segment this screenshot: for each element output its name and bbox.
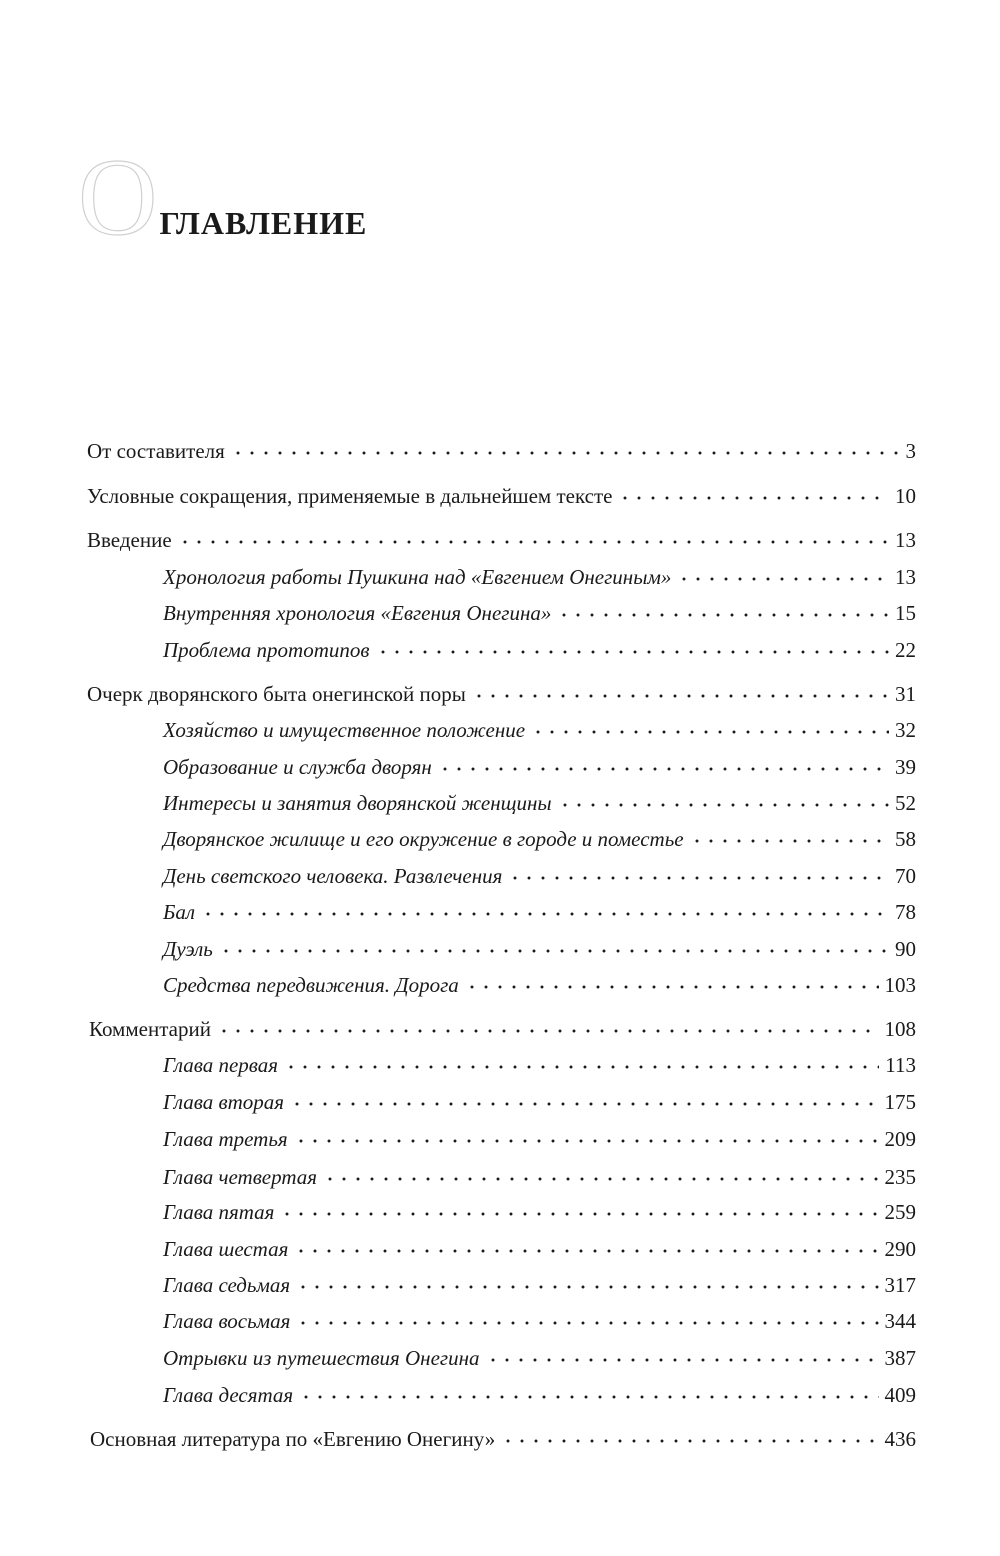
dot-leader xyxy=(231,432,900,458)
toc-subentry[interactable] xyxy=(163,1339,916,1370)
toc-entry-page: 387 xyxy=(884,1346,916,1370)
toc-subentry[interactable] xyxy=(163,1376,916,1407)
toc-subentry[interactable] xyxy=(163,966,916,997)
toc-entry[interactable] xyxy=(90,1420,916,1451)
toc-entry-page: 31 xyxy=(895,682,916,706)
toc-entry-page: 290 xyxy=(884,1237,916,1261)
toc-entry[interactable] xyxy=(87,477,916,508)
toc-entry-title: Условные сокращения, применяемые в дальнейшем тексте xyxy=(87,484,613,508)
dot-leader xyxy=(296,1302,878,1328)
dot-leader xyxy=(296,1266,878,1292)
toc-entry-title: От составителя xyxy=(87,439,225,463)
toc-entry-page: 113 xyxy=(885,1053,916,1077)
toc-subentry[interactable] xyxy=(163,857,916,888)
dot-leader xyxy=(323,1158,878,1184)
toc-entry-page: 32 xyxy=(895,718,916,742)
dot-leader xyxy=(618,477,889,503)
toc-entry-title: Глава шестая xyxy=(163,1237,289,1261)
toc-entry-page: 39 xyxy=(895,755,916,779)
toc-subentry[interactable] xyxy=(163,930,916,961)
dot-leader xyxy=(690,820,889,846)
toc-subentry[interactable] xyxy=(163,893,916,924)
dot-leader xyxy=(531,711,889,737)
dot-leader xyxy=(284,1046,879,1072)
dot-leader xyxy=(508,857,889,883)
toc-entry-title: Внутренняя хронология «Евгения Онегина» xyxy=(163,601,552,625)
toc-entry-page: 235 xyxy=(884,1165,916,1189)
toc-entry-page: 209 xyxy=(884,1127,916,1151)
toc-subentry[interactable] xyxy=(163,1193,916,1224)
toc-entry-page: 3 xyxy=(905,439,916,463)
toc-entry-page: 22 xyxy=(895,638,916,662)
toc-entry-page: 58 xyxy=(895,827,916,851)
toc-entry-page: 15 xyxy=(895,601,916,625)
toc-subentry[interactable] xyxy=(163,784,916,815)
toc-subentry[interactable] xyxy=(163,558,916,589)
toc-entry-title: Основная литература по «Евгению Онегину» xyxy=(90,1427,496,1451)
dot-leader xyxy=(178,521,889,547)
toc-subentry[interactable] xyxy=(163,1230,916,1261)
dot-leader xyxy=(677,558,889,584)
toc-entry-title: Введение xyxy=(87,528,172,552)
toc-subentry[interactable] xyxy=(163,1120,916,1151)
dot-leader xyxy=(294,1120,879,1146)
toc-entry-title: Дворянское жилище и его окружение в городе и поместье xyxy=(163,827,684,851)
dot-leader xyxy=(219,930,889,956)
toc-entry[interactable] xyxy=(89,1010,916,1041)
toc-entry[interactable] xyxy=(87,521,916,552)
toc-subentry[interactable] xyxy=(163,1046,916,1077)
dot-leader xyxy=(557,594,889,620)
toc-entry-page: 317 xyxy=(884,1273,916,1297)
toc-entry-page: 259 xyxy=(884,1200,916,1224)
toc-entry[interactable] xyxy=(87,675,916,706)
dot-leader xyxy=(501,1420,878,1446)
toc-subentry[interactable] xyxy=(163,594,916,625)
toc-entry-title: Образование и служба дворян xyxy=(163,755,432,779)
toc-entry-title: Дуэль xyxy=(163,937,213,961)
toc-entry-title: Комментарий xyxy=(89,1017,211,1041)
toc-entry-title: Глава вторая xyxy=(163,1090,285,1114)
toc-subentry[interactable] xyxy=(163,1266,916,1297)
dot-leader xyxy=(290,1083,878,1109)
dot-leader xyxy=(217,1010,879,1036)
dot-leader xyxy=(294,1230,878,1256)
toc-entry-title: Глава пятая xyxy=(163,1200,275,1224)
dot-leader xyxy=(558,784,889,810)
toc-entry-page: 13 xyxy=(895,565,916,589)
dot-leader xyxy=(472,675,889,701)
dot-leader xyxy=(465,966,879,992)
toc-entry-title: Проблема прототипов xyxy=(163,638,370,662)
toc-entry-title: Средства передвижения. Дорога xyxy=(163,973,459,997)
toc-entry-title: Глава третья xyxy=(163,1127,288,1151)
toc-subentry[interactable] xyxy=(163,1083,916,1114)
toc-entry-page: 108 xyxy=(884,1017,916,1041)
toc-entry-page: 13 xyxy=(895,528,916,552)
toc-entry-page: 78 xyxy=(895,900,916,924)
toc-subentry[interactable] xyxy=(163,820,916,851)
toc-entry-page: 10 xyxy=(895,484,916,508)
toc-subentry[interactable] xyxy=(163,1302,916,1333)
toc-entry[interactable] xyxy=(87,432,916,463)
toc-entry-page: 409 xyxy=(884,1383,916,1407)
toc-entry-title: Бал xyxy=(163,900,196,924)
toc-entry-page: 436 xyxy=(884,1427,916,1451)
toc-entry-title: Глава десятая xyxy=(163,1383,294,1407)
toc-subentry[interactable] xyxy=(163,711,916,742)
toc-entry-title: Глава седьмая xyxy=(163,1273,291,1297)
toc-entry-title: Глава восьмая xyxy=(163,1309,291,1333)
toc-entry-title: Очерк дворянского быта онегинской поры xyxy=(87,682,466,706)
toc-entry-title: День светского человека. Развлечения xyxy=(163,864,503,888)
toc-entry-page: 175 xyxy=(884,1090,916,1114)
dot-leader xyxy=(486,1339,879,1365)
title-text: главление xyxy=(159,193,368,244)
toc-subentry[interactable] xyxy=(163,631,916,662)
toc-entry-title: Хозяйство и имущественное положение xyxy=(163,718,526,742)
toc-entry-page: 52 xyxy=(895,791,916,815)
dot-leader xyxy=(438,748,889,774)
toc-entry-title: Хронология работы Пушкина над «Евгением Онегиным» xyxy=(163,565,672,589)
toc-entry-title: Интересы и занятия дворянской женщины xyxy=(163,791,552,815)
toc-entry-title: Глава первая xyxy=(163,1053,279,1077)
toc-entry-page: 344 xyxy=(884,1309,916,1333)
toc-entry-page: 103 xyxy=(884,973,916,997)
dot-leader xyxy=(280,1193,878,1219)
page-title xyxy=(78,136,368,258)
title-initial-letter: О xyxy=(78,136,158,258)
dot-leader xyxy=(201,893,889,919)
dot-leader xyxy=(299,1376,878,1402)
toc-entry-page: 70 xyxy=(895,864,916,888)
toc-entry-title: Отрывки из путешествия Онегина xyxy=(163,1346,480,1370)
toc-entry-page: 90 xyxy=(895,937,916,961)
toc-subentry[interactable] xyxy=(163,1158,916,1189)
toc-entry-title: Глава четвертая xyxy=(163,1165,318,1189)
toc-subentry[interactable] xyxy=(163,748,916,779)
dot-leader xyxy=(376,631,889,657)
